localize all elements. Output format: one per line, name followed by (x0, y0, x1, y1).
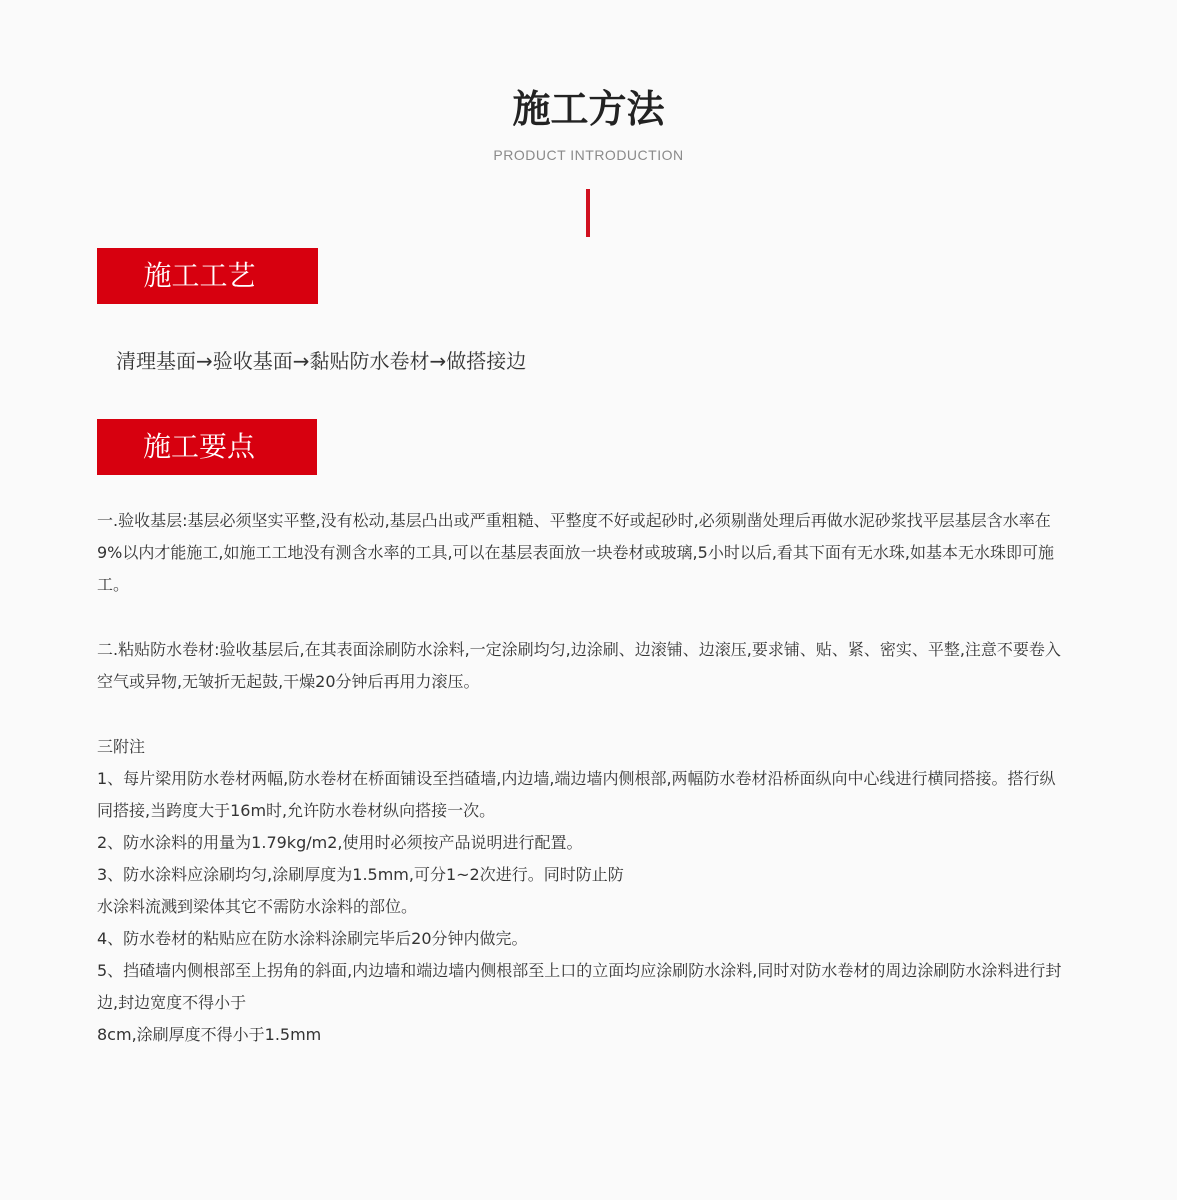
note-item: 2、防水涂料的用量为1.79kg/m2,使用时必须按产品说明进行配置。 (97, 833, 583, 852)
notes-block (97, 731, 1067, 1051)
note-item: 3、防水涂料应涂刷均匀,涂刷厚度为1.5mm,可分1~2次进行。同时防止防 (97, 865, 624, 884)
note-item: 水涂料流溅到梁体其它不需防水涂料的部位。 (97, 897, 418, 916)
note-item: 5、挡碴墙内侧根部至上拐角的斜面,内边墙和端边墙内侧根部至上口的立面均应涂刷防水涂料,同时对防水卷材的周边涂刷防水涂料进行封边,封边宽度不得小于 (97, 961, 1062, 1012)
points-paragraph-2: 二.粘贴防水卷材:验收基层后,在其表面涂刷防水涂料,一定涂刷均匀,边涂刷、边滚铺、边滚压,要求铺、贴、紧、密实、平整,注意不要卷入空气或异物,无皱折无起鼓,干燥20分钟后再用力滚压。 (97, 640, 1061, 691)
note-item: 4、防水卷材的粘贴应在防水涂料涂刷完毕后20分钟内做完。 (97, 929, 528, 948)
note-item: 1、每片梁用防水卷材两幅,防水卷材在桥面铺设至挡碴墙,内边墙,端边墙内侧根部,两幅防水卷材沿桥面纵向中心线进行横同搭接。搭行纵同搭接,当跨度大于16m时,允许防水卷材纵向搭接一次。 (97, 769, 1056, 820)
page-title: 施工方法 (512, 87, 665, 131)
section-label-craft: 施工工艺 (97, 248, 318, 304)
notes-heading: 三附注 (97, 737, 146, 756)
points-paragraph-1: 一.验收基层:基层必须坚实平整,没有松动,基层凸出或严重粗糙、平整度不好或起砂时,必须剔凿处理后再做水泥砂浆找平层基层含水率在9%以内才能施工,如施工工地没有测含水率的工具,可以在基层表面放一块卷材或玻璃,5小时以后,看其下面有无水珠,如基本无水珠即可施工。 (97, 511, 1054, 594)
title-divider (586, 189, 590, 237)
page-subtitle: PRODUCT INTRODUCTION (493, 147, 684, 163)
process-flow-text: 清理基面→验收基面→黏贴防水卷材→做搭接边 (116, 349, 527, 373)
section-label-points: 施工要点 (97, 419, 317, 475)
note-item: 8cm,涂刷厚度不得小于1.5mm (97, 1025, 322, 1044)
